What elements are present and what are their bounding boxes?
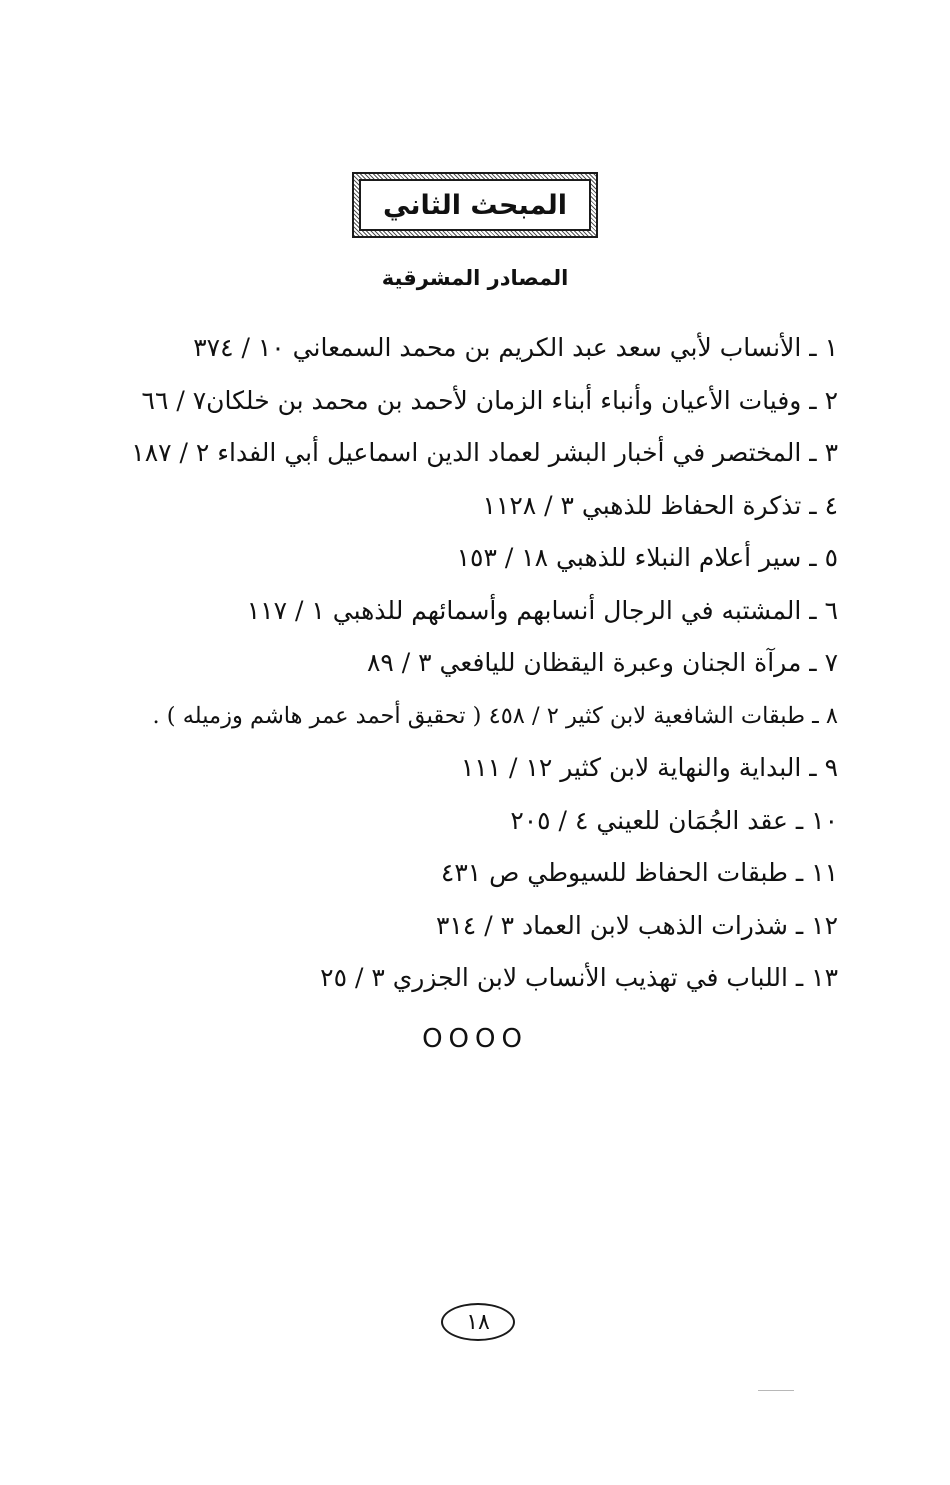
source-item-4: ٤ ـ تذكرة الحفاظ للذهبي ٣ / ١١٢٨ [482, 490, 838, 520]
source-item-3: ٣ ـ المختصر في أخبار البشر لعماد الدين اسماعيل أبي الفداء ٢ / ١٨٧ [131, 438, 838, 467]
source-item-11: ١١ ـ طبقات الحفاظ للسيوطي ص ٤٣١ [440, 858, 838, 887]
section-title-frame [352, 172, 598, 238]
source-item-1: ١ ـ الأنساب لأبي سعد عبد الكريم بن محمد السمعاني ١٠ / ٣٧٤ [193, 333, 838, 362]
page-number-badge [441, 1303, 515, 1341]
sources-list [98, 322, 838, 1005]
source-item-2: ٢ ـ وفيات الأعيان وأنباء أبناء الزمان لأحمد بن محمد بن خلكان٧ / ٦٦ [141, 385, 838, 415]
source-item-12: ١٢ ـ شذرات الذهب لابن العماد ٣ / ٣١٤ [435, 910, 838, 940]
source-item-7: ٧ ـ مرآة الجنان وعبرة اليقظان لليافعي ٣ / ٨٩ [366, 648, 838, 677]
section-title-inner-box [359, 179, 591, 231]
scan-artifact-line [758, 1390, 794, 1391]
source-item-13: ١٣ ـ اللباب في تهذيب الأنساب لابن الجزري ٣ / ٢٥ [320, 963, 838, 992]
source-item-5: ٥ ـ سير أعلام النبلاء للذهبي ١٨ / ١٥٣ [456, 543, 838, 572]
source-item-6: ٦ ـ المشتبه في الرجال أنسابهم وأسمائهم للذهبي ١ / ١١٧ [246, 595, 838, 625]
source-item-10: ١٠ ـ عقد الجُمَان للعيني ٤ / ٢٠٥ [510, 805, 838, 835]
section-subtitle: المصادر المشرقية [381, 266, 569, 290]
source-item-8: ٨ ـ طبقات الشافعية لابن كثير ٢ / ٤٥٨ ( تحقيق أحمد عمر هاشم وزميله ) . [152, 702, 838, 729]
section-end-ornament: OOOO [422, 1024, 528, 1054]
section-title: المبحث الثاني [383, 189, 567, 221]
source-item-9: ٩ ـ البداية والنهاية لابن كثير ١٢ / ١١١ [460, 753, 838, 782]
page-number: ١٨ [466, 1309, 490, 1335]
